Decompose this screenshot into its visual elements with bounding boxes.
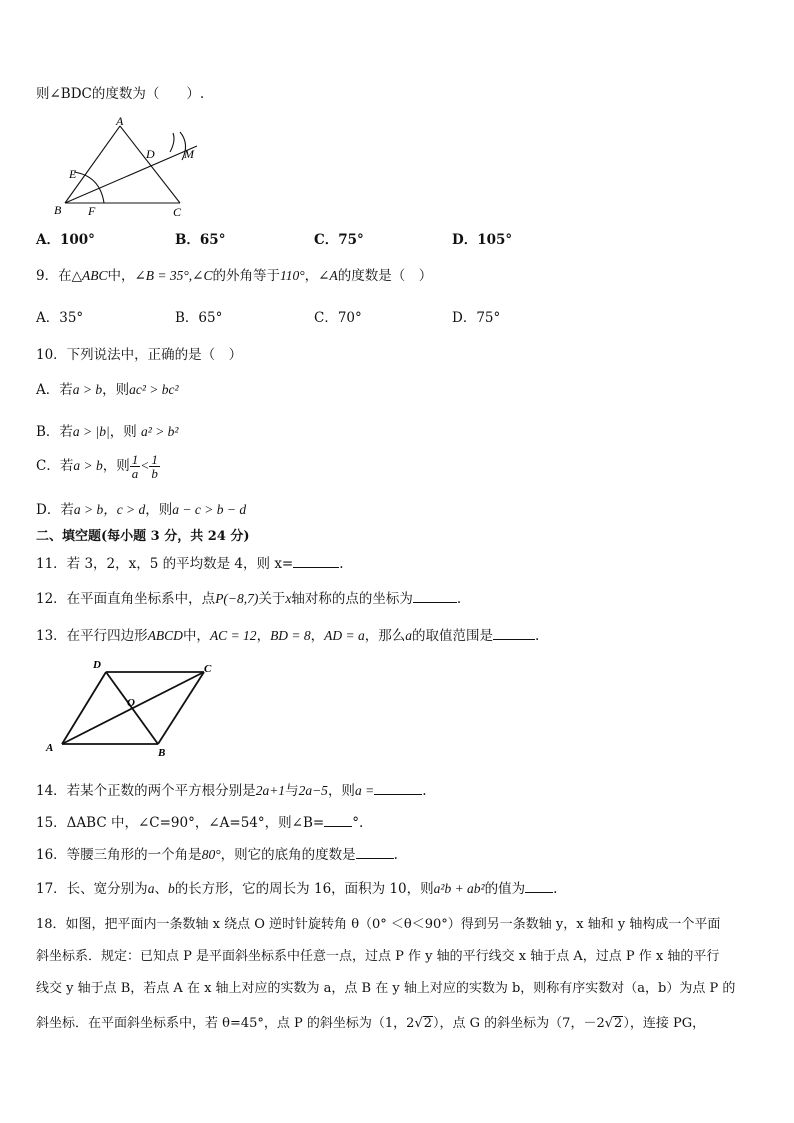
- fig2-label-o: O: [127, 697, 135, 709]
- fig1-label-d: D: [146, 147, 155, 161]
- q10-option-d: D．若a > b，c > d，则a − c > b − d: [36, 502, 247, 518]
- q12: 12．在平面直角坐标系中，点P(−8,7)关于x轴对称的点的坐标为 .: [36, 591, 462, 607]
- q17-answer-blank[interactable]: [525, 880, 553, 893]
- q11-answer-blank[interactable]: [293, 555, 339, 568]
- q10-option-b: B．若a > |b|，则 a² > b²: [36, 424, 179, 440]
- q10-option-c: C．若a > b，则 $\frac{1}{a}$ < $\frac{1}{b}$: [36, 452, 158, 481]
- fig1-label-c: C: [173, 205, 182, 219]
- fig2-label-d: D: [93, 659, 101, 671]
- q13-parallelogram-figure: [38, 656, 223, 756]
- fig2-label-a: A: [46, 742, 54, 754]
- fig1-label-b: B: [54, 203, 62, 217]
- q8-stem: 则∠BDC的度数为（ ）.: [36, 86, 205, 102]
- q18-line-2: 斜坐标系．规定：已知点 P 是平面斜坐标系中任意一点，过点 P 作 y 轴的平行线交 x 轴于点 A，过点 P 作 x 轴的平行: [36, 949, 720, 964]
- q9-stem: 9．在△ABC中，∠B = 35°,∠C的外角等于110°，∠A的度数是（ ）: [36, 268, 433, 284]
- fig2-label-c: C: [204, 663, 212, 675]
- sqrt-symbol: √: [604, 1016, 614, 1031]
- q9-option-b: B．65°: [175, 310, 223, 326]
- q16: 16．等腰三角形的一个角是80°，则它的底角的度数是 .: [36, 847, 398, 863]
- q9-option-c: C．70°: [314, 310, 362, 326]
- q8-triangle-figure: [52, 116, 222, 226]
- fig1-label-a: A: [116, 116, 124, 128]
- sqrt-symbol: √: [414, 1016, 423, 1031]
- q10-option-a: A．若a > b，则ac² > bc²: [36, 382, 179, 398]
- q10-stem: 10．下列说法中，正确的是（ ）: [36, 347, 243, 363]
- q18-line-1: 18．如图，把平面内一条数轴 x 绕点 O 逆时针旋转角 θ（0° ＜θ＜90°）得到另一条数轴 y，x 轴和 y 轴构成一个平面: [36, 917, 721, 932]
- q8-option-d: D．105°: [452, 232, 513, 248]
- q14: 14．若某个正数的两个平方根分别是2a+1与2a−5，则a = .: [36, 783, 427, 799]
- fig1-label-f: F: [88, 204, 96, 218]
- q8-option-b: B．65°: [175, 232, 226, 248]
- q14-answer-blank[interactable]: [374, 782, 422, 795]
- q13-answer-blank[interactable]: [493, 627, 535, 640]
- fraction-1-over-a: $\frac{1}{a}$: [131, 452, 139, 481]
- q9-option-d: D．75°: [452, 310, 501, 326]
- q15: 15．ΔABC 中，∠C=90°，∠A=54°，则∠B= °.: [36, 815, 364, 831]
- q17: 17．长、宽分别为a、b的长方形，它的周长为 16，面积为 10，则a²b + ab²的值为 .: [36, 881, 558, 897]
- q16-answer-blank[interactable]: [356, 846, 394, 859]
- q8-option-a: A．100°: [36, 232, 95, 248]
- fig1-label-e: E: [69, 167, 77, 181]
- fraction-1-over-b: $\frac{1}{b}$: [151, 452, 158, 481]
- q15-answer-blank[interactable]: [324, 814, 352, 827]
- q18-line-3: 线交 y 轴于点 B，若点 A 在 x 轴上对应的实数为 a，点 B 在 y 轴上对应的实数为 b，则称有序实数对（a，b）为点 P 的: [36, 981, 736, 996]
- q8-option-c: C．75°: [314, 232, 364, 248]
- fig2-label-b: B: [158, 747, 166, 756]
- q12-answer-blank[interactable]: [413, 590, 457, 603]
- q9-option-a: A．35°: [36, 310, 84, 326]
- q18-line-4: 斜坐标．在平面斜坐标系中，若 θ=45°，点 P 的斜坐标为（1，2√2），点 G 的斜坐标为（7，－2√2），连接 PG，: [36, 1016, 706, 1031]
- q11: 11．若 3，2，x，5 的平均数是 4，则 x= .: [36, 556, 344, 572]
- q13: 13．在平行四边形ABCD中，AC = 12，BD = 8，AD = a，那么a的取值范围是 .: [36, 628, 540, 644]
- section-heading-fill-in: 二、填空题(每小题 3 分，共 24 分): [36, 529, 250, 544]
- fig1-label-m: M: [184, 147, 194, 161]
